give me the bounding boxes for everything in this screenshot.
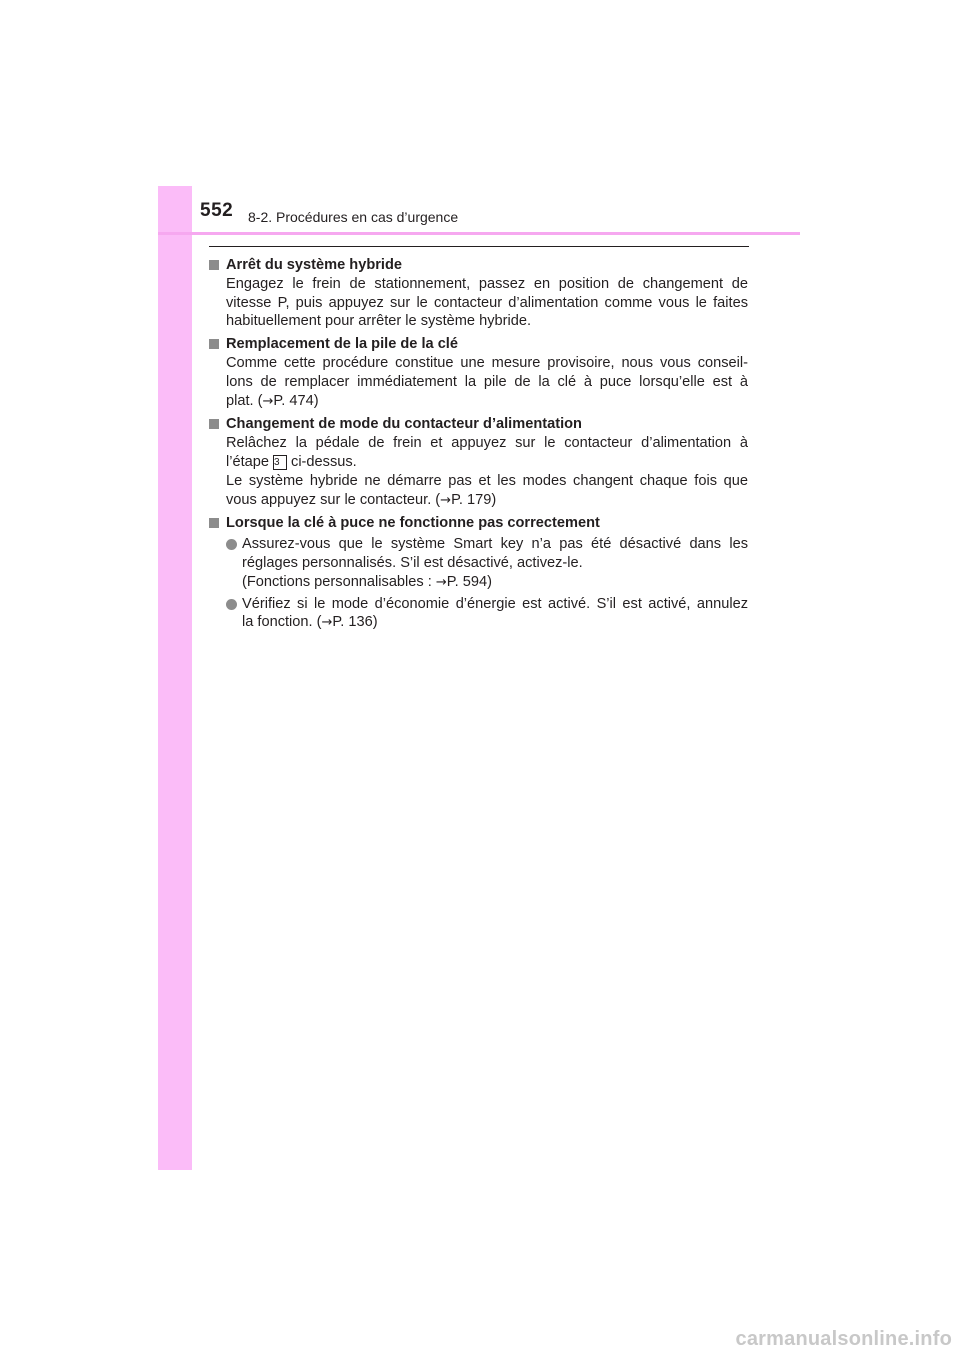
section-title: Arrêt du système hybride — [208, 256, 748, 275]
square-bullet-icon — [209, 518, 219, 528]
text-line: Comme cette procédure constitue une mesure provisoire, nous vous conseil- — [226, 354, 748, 371]
text-line: habituellement pour arrêter le système hybride. — [226, 313, 532, 330]
list-item — [208, 535, 748, 592]
section-divider — [209, 246, 749, 247]
section-smart-key-trouble — [208, 514, 748, 633]
text-line: Engagez le frein de stationnement, passez en position de changement de — [226, 275, 748, 292]
arrow-right-icon: → — [321, 615, 333, 631]
header-rule — [158, 232, 800, 235]
text-line: l’étape 3 ci-dessus. — [226, 453, 357, 470]
text-line: Relâchez la pédale de frein et appuyez sur le contacteur d’alimentation à — [226, 435, 748, 452]
text-line: Assurez-vous que le système Smart key n’a pas été désactivé dans les — [242, 536, 748, 553]
section-battery-replacement — [208, 335, 748, 411]
section-body — [226, 434, 748, 510]
arrow-right-icon: → — [262, 393, 274, 409]
text-line: réglages personnalisés. S’il est désactivé, activez-le. — [242, 554, 583, 571]
page-reference[interactable]: la fonction. (→P. 136) — [242, 614, 378, 631]
section-title: Lorsque la clé à puce ne fonctionne pas correctement — [208, 514, 748, 533]
section-power-mode — [208, 415, 748, 510]
page-number: 552 — [200, 200, 234, 221]
page-reference[interactable]: plat. (→P. 474) — [226, 392, 319, 409]
text-line: Le système hybride ne démarre pas et les modes changent chaque fois que — [226, 472, 748, 489]
square-bullet-icon — [209, 339, 219, 349]
page-side-tab — [158, 186, 192, 1170]
section-body — [226, 275, 748, 331]
text-line: lons de remplacer immédiatement la pile de la clé à puce lorsqu’elle est à — [226, 373, 748, 390]
chapter-title: 8-2. Procédures en cas d’urgence — [248, 209, 459, 225]
arrow-right-icon: → — [440, 492, 452, 508]
square-bullet-icon — [209, 260, 219, 270]
section-body — [226, 354, 748, 411]
arrow-right-icon: → — [435, 574, 447, 590]
section-title: Remplacement de la pile de la clé — [208, 335, 748, 354]
round-bullet-icon — [226, 539, 237, 550]
watermark: carmanualsonline.info — [735, 1328, 952, 1350]
section-hybrid-stop — [208, 256, 748, 331]
square-bullet-icon — [209, 419, 219, 429]
page-reference[interactable]: (Fonctions personnalisables : →P. 594) — [242, 573, 492, 590]
text-line: Vérifiez si le mode d’économie d’énergie est activé. S’il est activé, annulez — [242, 595, 748, 612]
text-line: vitesse P, puis appuyez sur le contacteur d’alimentation comme vous le faites — [226, 294, 748, 311]
list-item — [208, 595, 748, 634]
round-bullet-icon — [226, 599, 237, 610]
step-number-badge: 3 — [273, 455, 287, 470]
page-reference[interactable]: vous appuyez sur le contacteur. (→P. 179) — [226, 491, 497, 508]
page-content — [208, 256, 748, 637]
section-title: Changement de mode du contacteur d’alimentation — [208, 415, 748, 434]
